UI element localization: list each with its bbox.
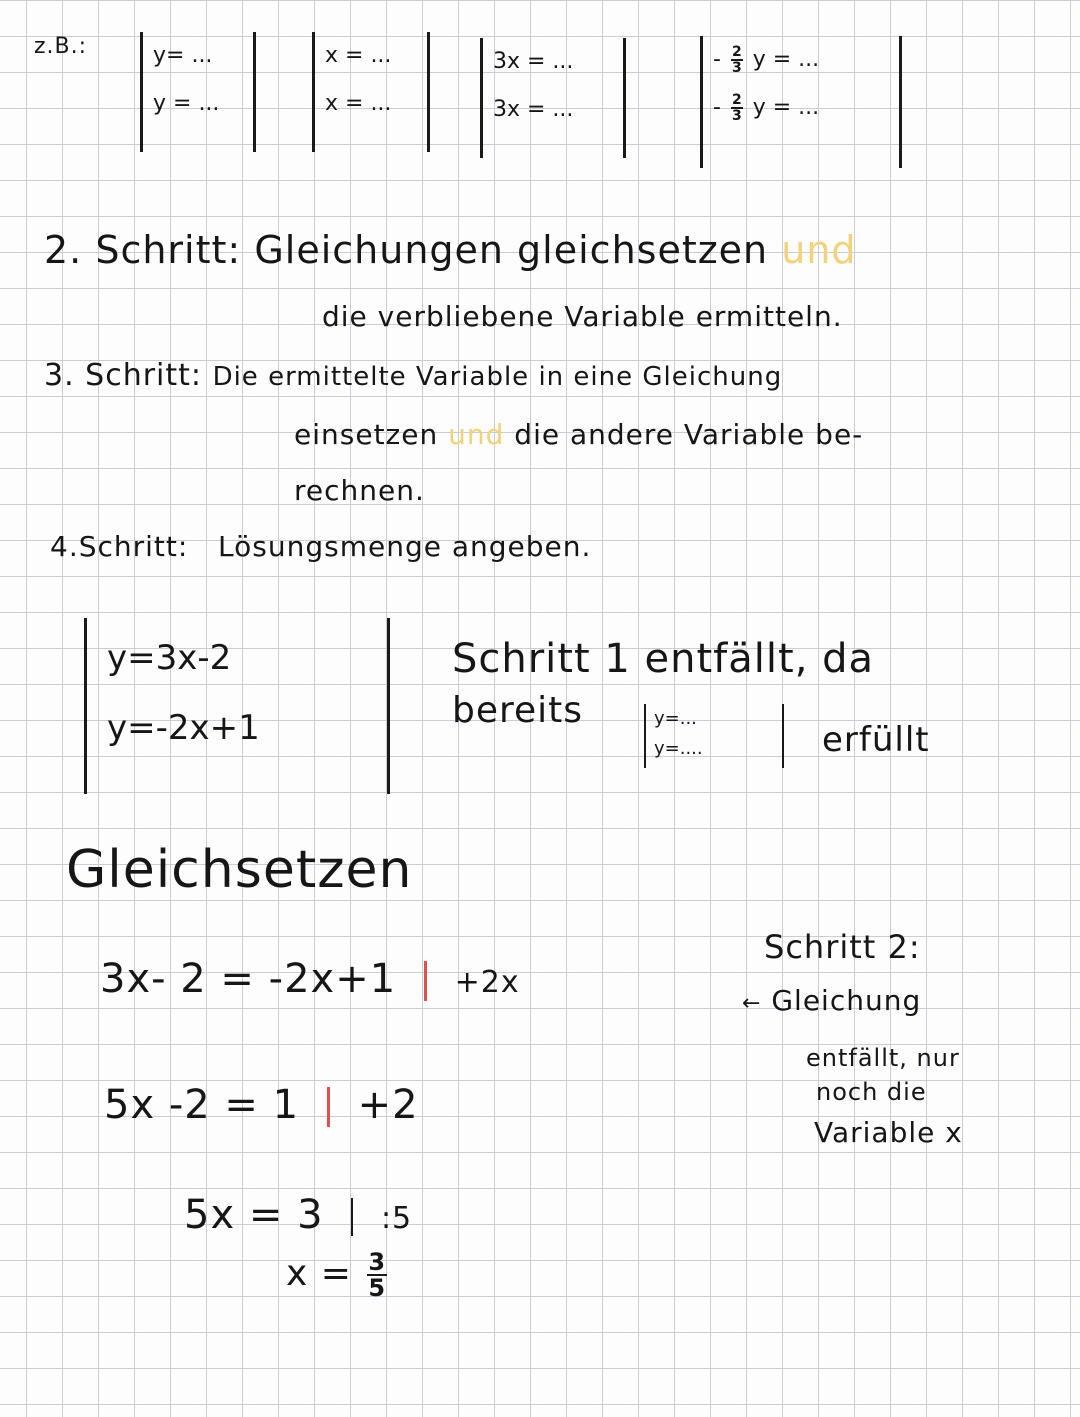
- equation: x =: [286, 1253, 352, 1294]
- step3-title: 3. Schritt:: [44, 358, 203, 393]
- operation-separator: [424, 961, 427, 1001]
- solution-line4: [286, 1250, 390, 1300]
- generic-system-y: [140, 32, 256, 152]
- side-note-line1: [742, 984, 921, 1017]
- step3-text: einsetzen: [294, 418, 439, 451]
- solution-line3: [184, 1192, 412, 1238]
- minus-sign: -: [713, 47, 721, 72]
- arrow-left-icon: ←: [742, 991, 762, 1016]
- operation-separator: [327, 1087, 330, 1127]
- step2-text: Gleichungen gleichsetzen: [254, 228, 769, 272]
- step3-line1: [44, 358, 782, 393]
- equation: 3x- 2 = -2x+1: [100, 956, 397, 1002]
- minus-sign: -: [713, 95, 721, 120]
- step2-title: 2. Schritt:: [44, 228, 242, 272]
- solution-heading: Gleichsetzen: [66, 840, 413, 900]
- example-note2: bereits: [452, 690, 584, 731]
- example-note1: Schritt 1 entfällt, da: [452, 636, 875, 682]
- system-row: [713, 36, 889, 84]
- system-row: 3x = ...: [493, 97, 574, 122]
- system-row: 3x = ...: [493, 49, 574, 74]
- fraction: $\frac{3}{5}$: [368, 1248, 387, 1302]
- generic-system-3x: [480, 38, 626, 158]
- side-note-line3: noch die: [816, 1078, 927, 1106]
- step3-text: Die ermittelte Variable in eine Gleichung: [212, 362, 783, 392]
- side-note-title: Schritt 2:: [764, 928, 921, 966]
- example-note3: erfüllt: [822, 720, 930, 760]
- step2-line2: die verbliebene Variable ermitteln.: [322, 300, 843, 333]
- step4-line: [50, 530, 591, 563]
- example-eq1: y=3x-2: [107, 638, 232, 678]
- side-note-line2: entfällt, nur: [806, 1044, 960, 1072]
- generic-system-fraction: [700, 36, 902, 168]
- step3-line2: [294, 418, 863, 451]
- fraction: $\frac{2}{3}$: [731, 92, 742, 124]
- example-system: [84, 618, 390, 794]
- operation: +2: [357, 1082, 419, 1128]
- step3-und: und: [448, 418, 505, 451]
- system-row-rest: y = ...: [752, 95, 820, 120]
- equation: 5x -2 = 1: [104, 1082, 300, 1128]
- equation: 5x = 3: [184, 1192, 324, 1238]
- system-row: x = ...: [325, 43, 392, 68]
- solution-line1: [100, 956, 520, 1002]
- generic-system-x: [312, 32, 430, 152]
- system-row: y = ...: [153, 91, 220, 116]
- example-eq2: y=-2x+1: [107, 708, 260, 748]
- step4-text: Lösungsmenge angeben.: [218, 530, 592, 563]
- system-row: [713, 84, 889, 132]
- operation: :5: [380, 1201, 413, 1236]
- example-prefix: z.B.:: [34, 34, 88, 59]
- mini-row: y=...: [654, 708, 697, 729]
- step2-line1: [44, 228, 857, 272]
- system-row: x = ...: [325, 91, 392, 116]
- step4-title: 4.Schritt:: [50, 530, 189, 563]
- system-row-rest: y = ...: [752, 47, 820, 72]
- mini-row: y=....: [654, 738, 703, 759]
- system-row: y= ...: [153, 43, 213, 68]
- solution-line2: [104, 1082, 419, 1128]
- operation-separator: [351, 1198, 353, 1236]
- mini-system: [644, 704, 784, 768]
- side-note-line4: Variable x: [814, 1116, 963, 1149]
- step3-line3: rechnen.: [294, 474, 425, 507]
- step3-text: die andere Variable be-: [514, 418, 864, 451]
- operation: +2x: [454, 965, 520, 1000]
- side-note-text: Gleichung: [771, 984, 922, 1017]
- step2-und: und: [781, 228, 857, 272]
- fraction: $\frac{2}{3}$: [731, 44, 742, 76]
